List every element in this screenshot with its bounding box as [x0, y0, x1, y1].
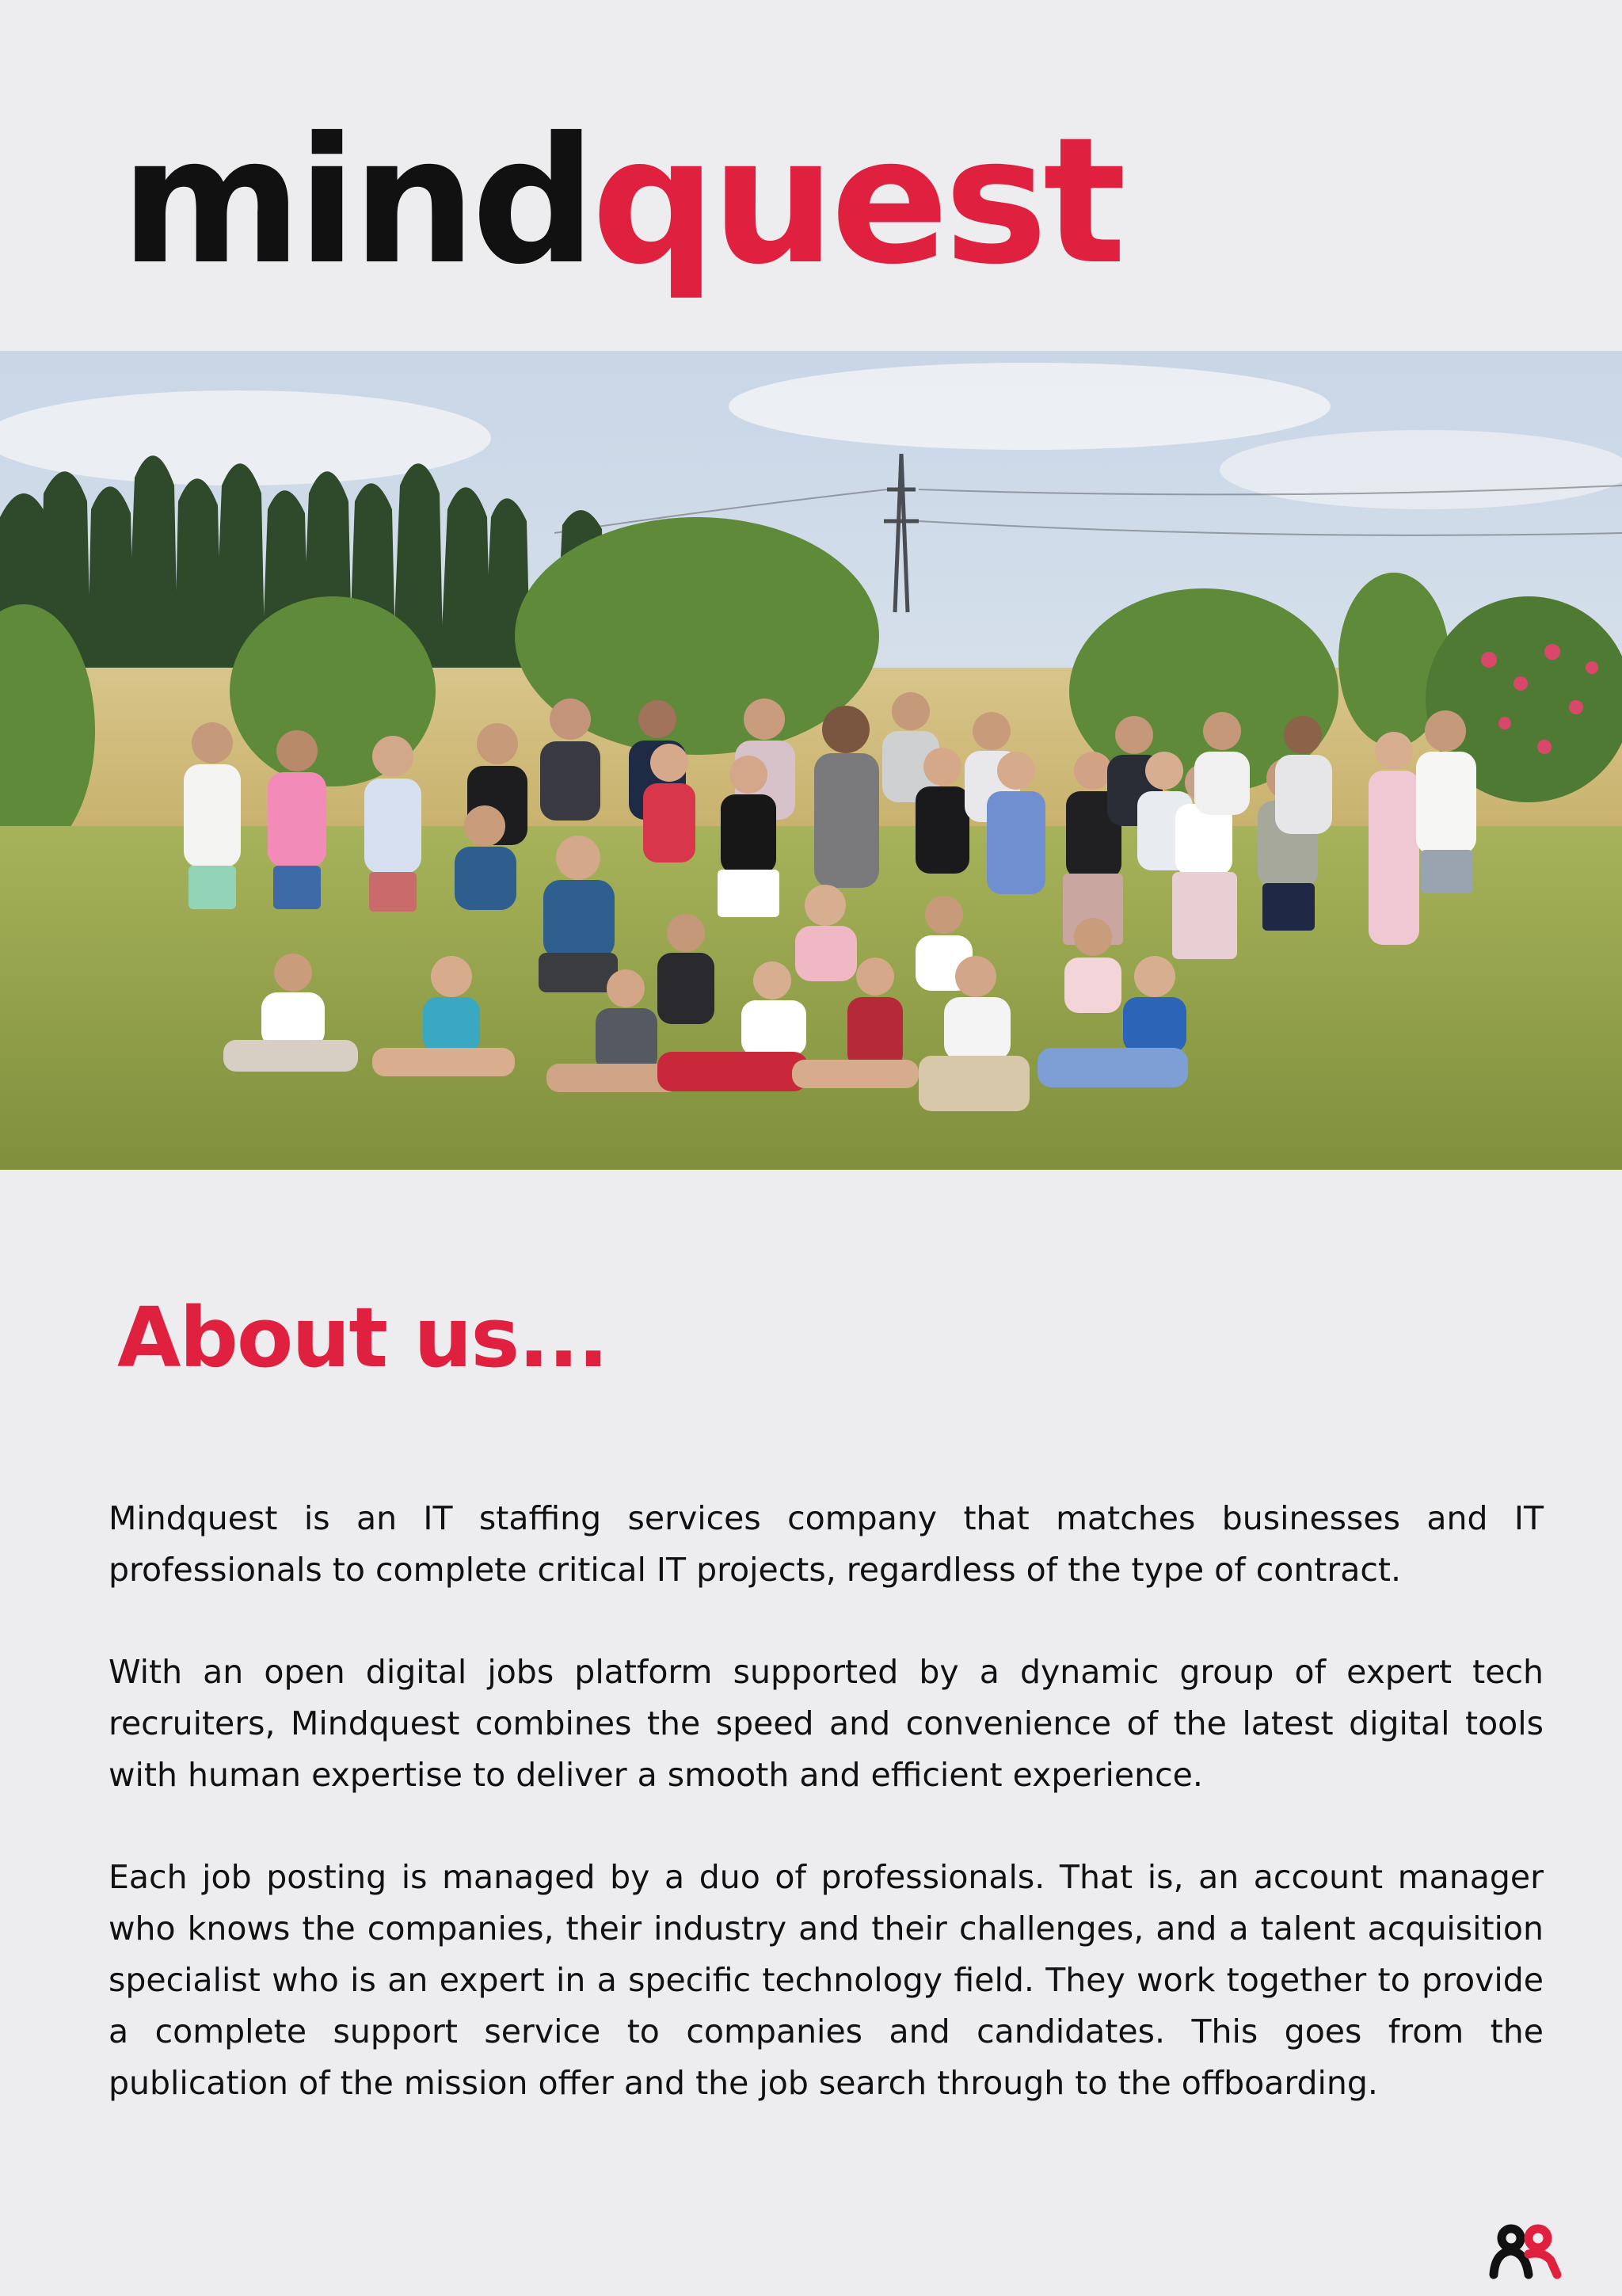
team-photo — [0, 351, 1622, 1170]
about-paragraph-3: Each job posting is managed by a duo of professionals. That is, an account manager who knows the companies, their industry and their challenges, and a talent acquisition specialist who is an expert in a specific technology field. They work together to provide a complete support service to companies and candidates. This goes from the publication of the mission offer and the job search through to the offboarding. — [109, 1858, 1544, 2102]
about-heading: About us... — [117, 1289, 607, 1386]
about-body — [109, 1493, 1544, 2160]
logo-text-mind: mind — [120, 100, 592, 303]
about-paragraph-1: Mindquest is an IT staffing services company that matches businesses and IT professionals to complete critical IT projects, regardless of the type of contract. — [109, 1499, 1544, 1589]
logo-text-quest: quest — [591, 100, 1122, 303]
about-paragraph-2: With an open digital jobs platform supported by a dynamic group of expert tech recruiters, Mindquest combines the speed and convenience of the latest digital tools with human expertise to deliver a smooth and efficient experience. — [109, 1653, 1544, 1794]
mindquest-logo — [120, 100, 1122, 309]
duo-people-logo-icon — [1487, 2222, 1562, 2278]
svg-text:mindquest — [120, 100, 1123, 303]
